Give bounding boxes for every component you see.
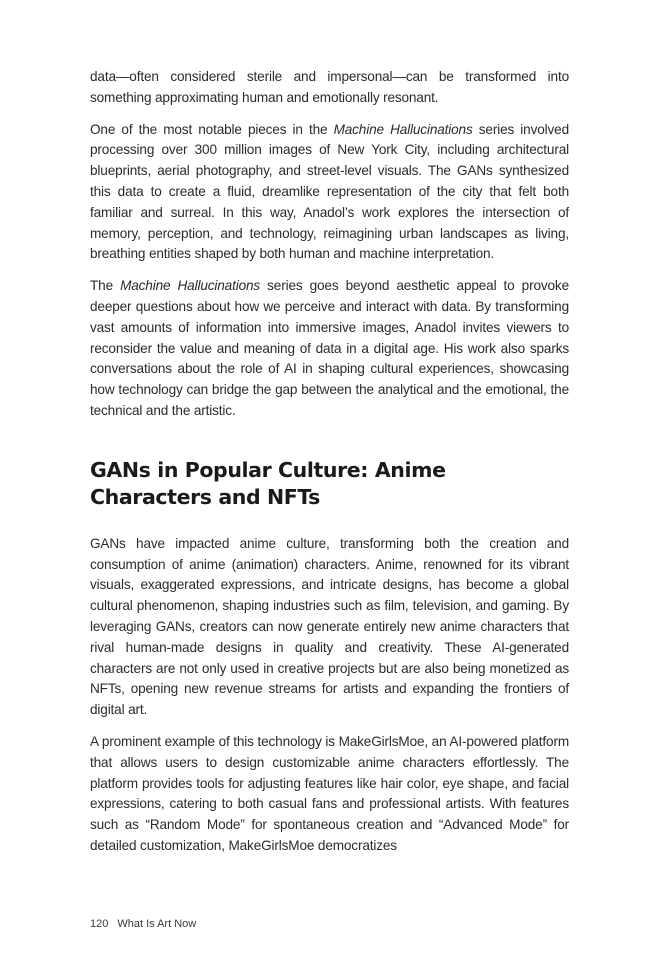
page-footer: [90, 918, 196, 930]
series-title: Machine Hallucinations: [333, 121, 473, 137]
paragraph-data-emotional: data—often considered sterile and impersonal—can be transformed into something approximating human and emotionally resonant.: [90, 69, 569, 105]
paragraph-machine-hallucinations-nyc: [90, 120, 569, 266]
paragraph-machine-hallucinations-questions: [90, 276, 569, 422]
paragraph-text: The: [90, 278, 121, 294]
page-number: 120: [90, 918, 109, 930]
paragraph-text: series involved processing over 300 million images of New York City, including architectural blueprints, aerial photography, and street-level visuals. The GANs synthesized this data to create a fluid, dreamlike representation of the city that felt both familiar and surreal. In this way, Anadol’s work explores the intersection of memory, perception, and technology, reimagining urban landscapes as living, breathing entities shaped by both human and machine interpretation.: [90, 121, 569, 262]
page-body: [90, 67, 569, 868]
paragraph-gans-anime: GANs have impacted anime culture, transforming both the creation and consumption of anime (animation) characters. Anime, renowned for its vibrant visuals, exaggerated expressions, and intricate designs, has become a global cultural phenomenon, shaping industries such as film, television, and gaming. By leveraging GANs, creators can now generate entirely new anime characters that rival human-made designs in quality and creativity. These AI-generated characters are not only used in creative projects but are also being monetized as NFTs, opening new revenue streams for artists and expanding the frontiers of digital art.: [90, 535, 569, 718]
series-title: Machine Hallucinations: [120, 278, 261, 294]
section-heading: GANs in Popular Culture: Anime Characters and NFTs: [90, 457, 446, 509]
running-title: What Is Art Now: [117, 918, 197, 930]
paragraph-text: One of the most notable pieces in the: [90, 121, 334, 137]
paragraph-text: series goes beyond aesthetic appeal to provoke deeper questions about how we perceive and interact with data. By transforming vast amounts of information into immersive images, Anadol invites viewers to reconsider the value and meaning of data in a digital age. His work also sparks conversations about the role of AI in shaping cultural experiences, showcasing how technology can bridge the gap between the analytical and the emotional, the technical and the artistic.: [90, 278, 569, 418]
paragraph-makegirlsmoe: A prominent example of this technology is MakeGirlsMoe, an AI-powered platform that allows users to design customizable anime characters effortlessly. The platform provides tools for adjusting features like hair color, eye shape, and facial expressions, catering to both casual fans and professional artists. With features such as “Random Mode” for spontaneous creation and “Advanced Mode” for detailed customization, MakeGirlsMoe democratizes: [90, 733, 569, 853]
